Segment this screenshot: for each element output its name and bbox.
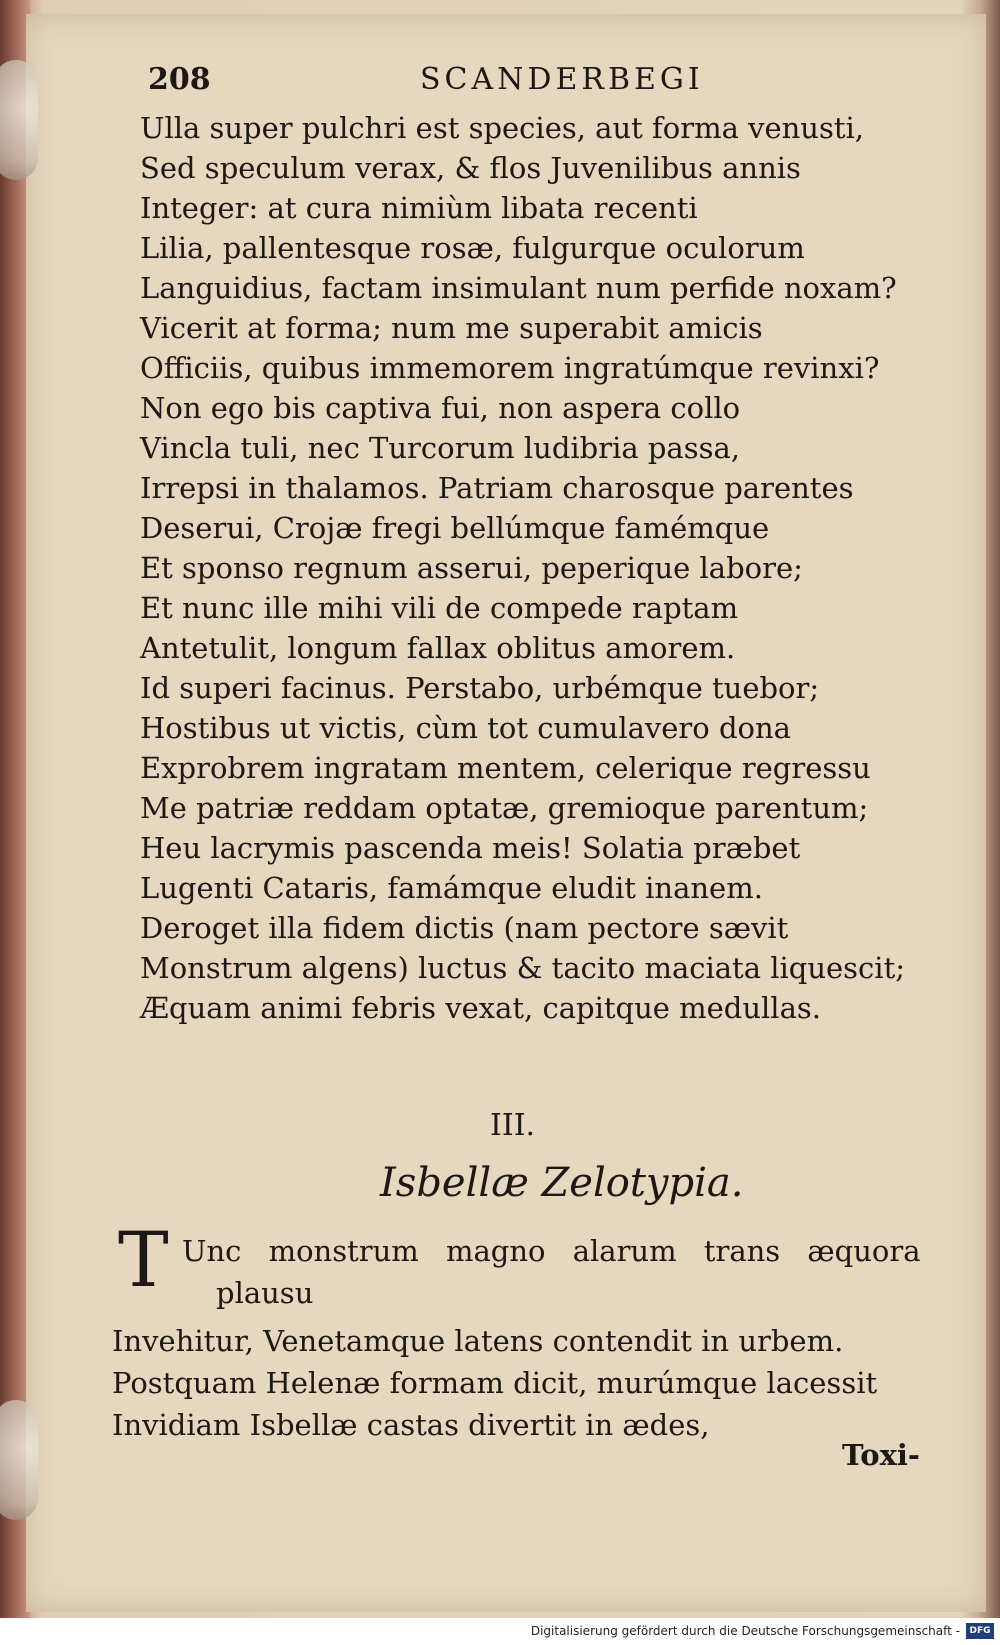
verse-line: Sed speculum verax, & flos Juvenilibus annis xyxy=(140,151,801,185)
section-title: Isbellæ Zelotypia. xyxy=(380,1160,744,1206)
verse-line: Id superi facinus. Perstabo, urbémque tuebor; xyxy=(140,671,820,705)
verse-line: Heu lacrymis pascenda meis! Solatia præbet xyxy=(140,831,801,865)
verse-line: Lugenti Cataris, famámque eludit inanem. xyxy=(140,871,763,905)
verse-line: Integer: at cura nimiùm libata recenti xyxy=(140,191,698,225)
verse-line: Vicerit at forma; num me superabit amicis xyxy=(140,311,763,345)
drop-cap: T xyxy=(118,1215,169,1304)
verse-line: Lilia, pallentesque rosæ, fulgurque oculorum xyxy=(140,231,805,265)
verse-line: Ulla super pulchri est species, aut forma venusti, xyxy=(140,111,865,145)
verse-line: Antetulit, longum fallax oblitus amorem. xyxy=(140,631,736,665)
verse-line: Non ego bis captiva fui, non aspera collo xyxy=(140,391,741,425)
verse-line: Et sponso regnum asserui, peperique labore; xyxy=(140,551,803,585)
verse-line: Deserui, Crojæ fregi bellúmque famémque xyxy=(140,511,770,545)
running-head: SCANDERBEGI xyxy=(420,62,704,97)
digitization-footer xyxy=(0,1618,1000,1645)
page-clip-top xyxy=(0,60,38,180)
paragraph-line: Invehitur, Venetamque latens contendit in urbem. xyxy=(112,1324,844,1358)
verse-line: Languidius, factam insimulant num perfide noxam? xyxy=(140,271,897,305)
verse-line: Me patriæ reddam optatæ, gremioque parentum; xyxy=(140,791,869,825)
page-clip-bottom xyxy=(0,1400,38,1520)
verse-line: Monstrum algens) luctus & tacito maciata liquescit; xyxy=(140,951,905,985)
page-number: 208 xyxy=(148,62,211,97)
verse-line: Irrepsi in thalamos. Patriam charosque parentes xyxy=(140,471,854,505)
verse-line: Vincla tuli, nec Turcorum ludibria passa, xyxy=(140,431,740,465)
verse-block xyxy=(140,108,940,1028)
catchword: Toxi- xyxy=(842,1438,920,1472)
paragraph-first-line-cont: plausu xyxy=(216,1276,314,1310)
paragraph-line: Invidiam Isbellæ castas divertit in ædes, xyxy=(112,1408,710,1442)
dfg-logo-icon: DFG xyxy=(966,1623,994,1639)
paragraph-lines xyxy=(112,1320,877,1446)
verse-line: Hostibus ut victis, cùm tot cumulavero dona xyxy=(140,711,791,745)
section-number: III. xyxy=(490,1108,536,1143)
verse-line: Exprobrem ingratam mentem, celerique regressu xyxy=(140,751,871,785)
verse-line: Et nunc ille mihi vili de compede raptam xyxy=(140,591,739,625)
footer-credit: Digitalisierung gefördert durch die Deutsche Forschungsgemeinschaft - xyxy=(530,1624,960,1638)
verse-line: Deroget illa fidem dictis (nam pectore sævit xyxy=(140,911,789,945)
paragraph-line: Postquam Helenæ formam dicit, murúmque lacessit xyxy=(112,1366,878,1400)
verse-line: Officiis, quibus immemorem ingratúmque revinxi? xyxy=(140,351,880,385)
verse-line: Æquam animi febris vexat, capitque medullas. xyxy=(140,991,821,1025)
page-header xyxy=(148,62,908,106)
paragraph-first-line: Unc monstrum magno alarum trans æquora xyxy=(182,1234,921,1268)
